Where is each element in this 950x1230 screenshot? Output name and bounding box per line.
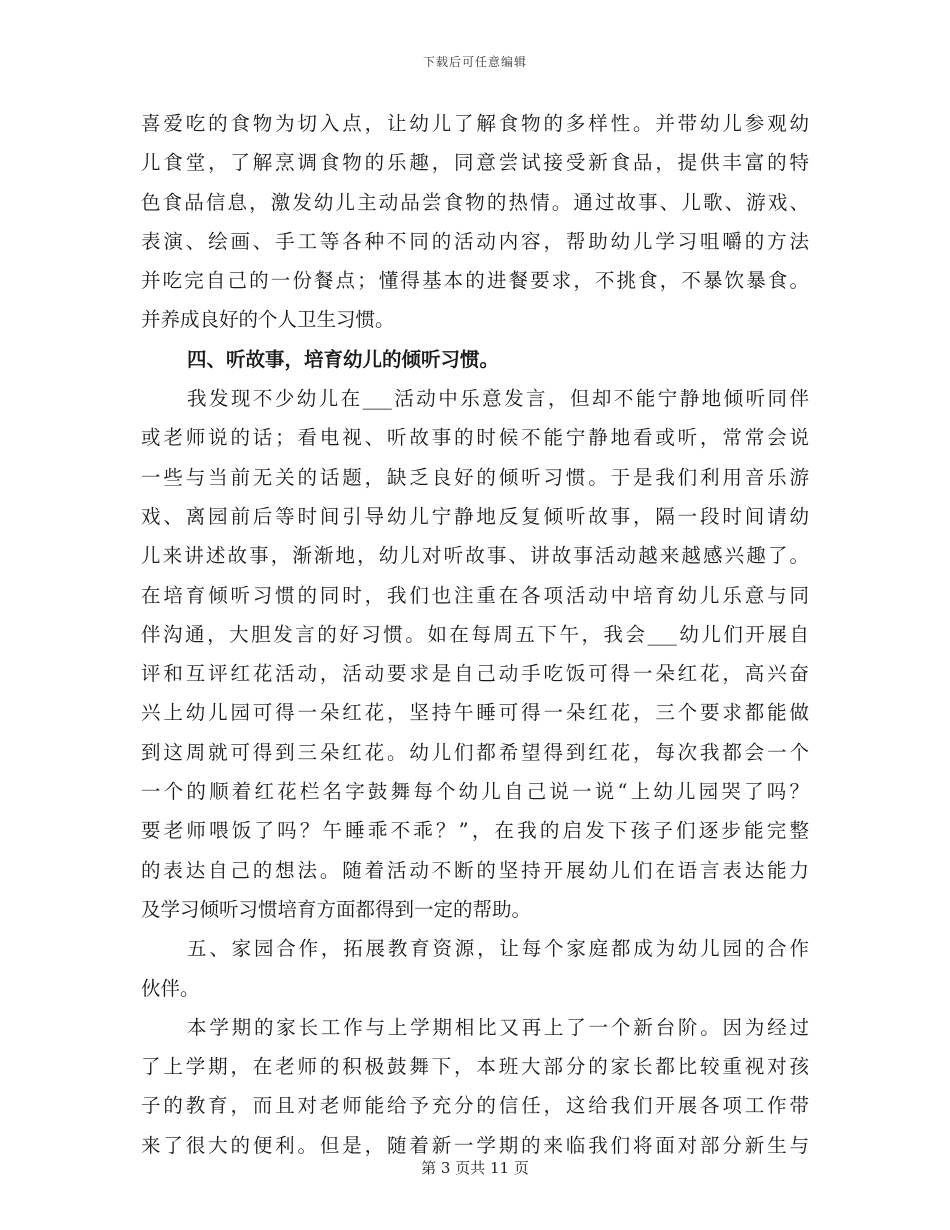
page-footer: 第 3 页共 11 页	[421, 1159, 529, 1177]
text-line: 或老师说的话；看电视、听故事的时候不能宁静地看或听，常常会说	[141, 426, 809, 450]
text-line: 伙伴。	[141, 976, 200, 1000]
page-header: 下载后可任意编辑	[422, 55, 527, 69]
text-line: 兴上幼儿园可得一朵红花，坚持午睡可得一朵红花，三个要求都能做	[141, 701, 809, 725]
document-body	[141, 104, 809, 1165]
text-line: 及学习倾听习惯培育方面都得到一定的帮助。	[141, 897, 532, 921]
text-line: 表演、绘画、手工等各种不同的活动内容，帮助幼儿学习咀嚼的方法	[141, 229, 809, 253]
text-line: 色食品信息，激发幼儿主动品尝食物的热情。通过故事、儿歌、游戏、	[141, 190, 809, 214]
text-line: 喜爱吃的食物为切入点，让幼儿了解食物的多样性。并带幼儿参观幼	[141, 112, 809, 135]
text-line: 一个的顺着红花栏名字鼓舞每个幼儿自己说一说“上幼儿园哭了吗？	[141, 780, 809, 804]
text-line: 并吃完自己的一份餐点；懂得基本的进餐要求，不挑食，不暴饮暴食。	[141, 269, 809, 293]
text-line: 到这周就可得到三朵红花。幼儿们都希望得到红花，每次我都会一个	[141, 740, 809, 764]
text-line: 子的教育，而且对老师能给予充分的信任，这给我们开展各项工作带	[141, 1094, 809, 1118]
text-line: 我发现不少幼儿在___活动中乐意发言，但却不能宁静地倾听同伴	[187, 387, 809, 411]
text-line: 儿食堂，了解烹调食物的乐趣，同意尝试接受新食品，提供丰富的特	[141, 151, 809, 175]
text-line: 本学期的家长工作与上学期相比又再上了一个新台阶。因为经过	[187, 1015, 809, 1039]
text-line: 评和互评红花活动，活动要求是自己动手吃饭可得一朵红花，高兴奋	[141, 662, 809, 686]
text-line: 戏、离园前后等时间引导幼儿宁静地反复倾听故事，隔一段时间请幼	[141, 504, 809, 528]
text-line: 的表达自己的想法。随着活动不断的坚持开展幼儿们在语言表达能力	[141, 858, 809, 882]
text-line: 在培育倾听习惯的同时，我们也注重在各项活动中培育幼儿乐意与同	[141, 583, 809, 607]
text-line: 了上学期，在老师的积极鼓舞下，本班大部分的家长都比较重视对孩	[141, 1055, 809, 1079]
text-line: 五、家园合作，拓展教育资源，让每个家庭都成为幼儿园的合作	[187, 937, 809, 961]
text-line: 并养成良好的个人卫生习惯。	[141, 308, 395, 332]
text-line: 要老师喂饭了吗？午睡乖不乖？”，在我的启发下孩子们逐步能完整	[141, 819, 809, 843]
section-heading: 四、听故事，培育幼儿的倾听习惯。	[187, 347, 500, 371]
text-line: 来了很大的便利。但是，随着新一学期的来临我们将面对部分新生与	[141, 1133, 809, 1157]
text-line: 儿来讲述故事，渐渐地，幼儿对听故事、讲故事活动越来越感兴趣了。	[141, 544, 809, 568]
text-line: 伴沟通，大胆发言的好习惯。如在每周五下午，我会___幼儿们开展自	[141, 622, 809, 646]
text-line: 一些与当前无关的话题，缺乏良好的倾听习惯。于是我们利用音乐游	[141, 465, 809, 489]
